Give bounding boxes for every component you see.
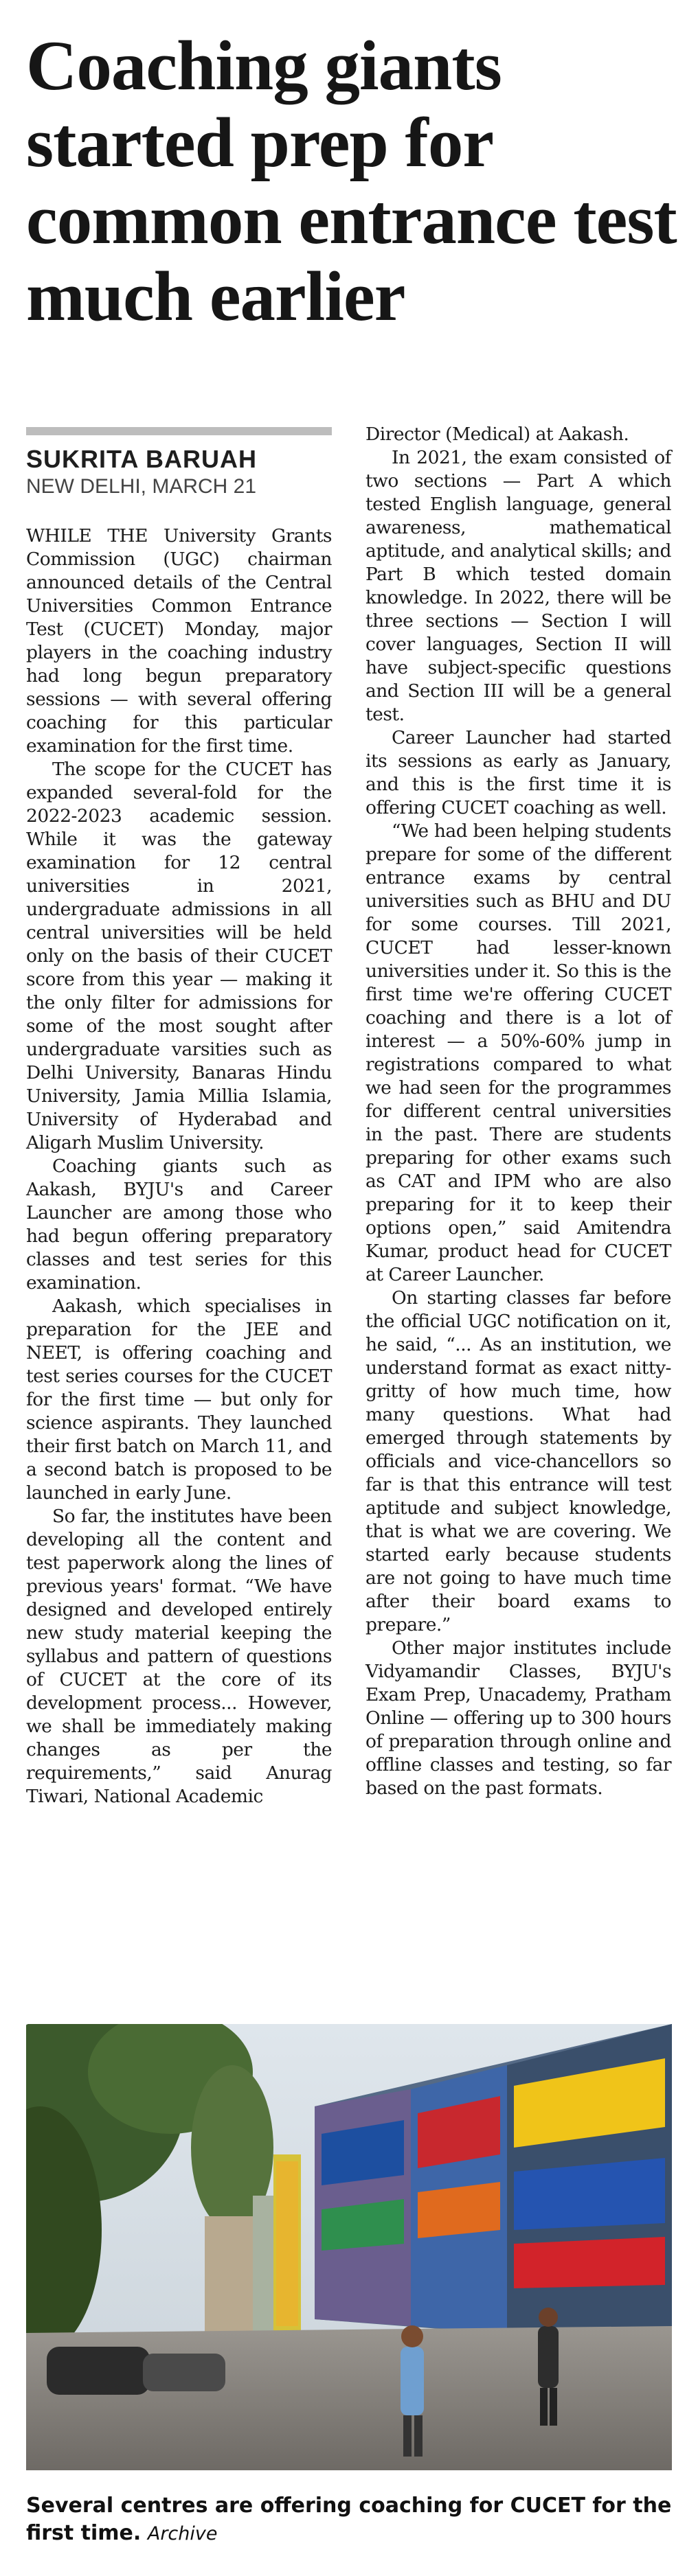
headline: Coaching giants started prep for common entrance test much earlier bbox=[26, 27, 677, 336]
byline-name: SUKRITA BARUAH bbox=[26, 445, 257, 473]
byline-dateline: NEW DELHI, MARCH 21 bbox=[26, 475, 257, 498]
caption-credit: Archive bbox=[147, 2523, 218, 2544]
article-paragraph: “We had been helping students prepare for some of the different entrance exams by central universities such as BHU and DU for some courses. Till 2021, CUCET had lesser-known universities under it. So this is the first time we're offering CUCET coaching and there is a lot of interest — a 50%-60% jump in registrations compared to what we had seen for the programmes for different central universities in the past. There are students preparing for other exams such as CAT and IPM who are also preparing for it to keep their options open,” said Amitendra Kumar, product head for CUCET at Career Launcher. bbox=[365, 820, 671, 1285]
article-paragraph: So far, the institutes have been developing all the content and test paperwork along the lines of previous years' format. “We have designed and developed entirely new study material keeping the syllabus and pattern of questions of CUCET at the core of its development process... However, we shall be immediately making changes as per the requirements,” said Anurag Tiwari, National Academic bbox=[26, 1506, 332, 1807]
article-paragraph: WHILE THE University Grants Commission (UGC) chairman announced details of the Central Universities Common Entrance Test (CUCET) Monday, major players in the coaching industry had long begun preparatory sessions — with several offering coaching for this particular examination for the first time. bbox=[26, 525, 332, 757]
article-paragraph: The scope for the CUCET has expanded several-fold for the 2022-2023 academic session. While it was the gateway examination for 12 central universities in 2021, undergraduate admissions in all central universities will be held only on the basis of their CUCET score from this year — making it the only filter for admissions for some of the most sought after undergraduate varsities such as Delhi University, Banaras Hindu University, Jamia Millia Islamia, University of Hyderabad and Aligarh Muslim University. bbox=[26, 759, 332, 1153]
photo-caption bbox=[26, 2492, 672, 2548]
article-paragraph: Coaching giants such as Aakash, BYJU's and Career Launcher are among those who had begun offering preparatory classes and test series for this examination. bbox=[26, 1155, 332, 1293]
article-paragraph: Aakash, which specialises in preparation for the JEE and NEET, is offering coaching and test series courses for the CUCET for the first time — but only for science aspirants. They launched their first batch on March 11, and a second batch is proposed to be launched in early June. bbox=[26, 1296, 332, 1504]
byline-rule bbox=[26, 427, 332, 435]
article-paragraph: Director (Medical) at Aakash. bbox=[365, 424, 629, 445]
article-paragraph: Other major institutes include Vidyamandir Classes, BYJU's Exam Prep, Unacademy, Pratham Online — offering up to 300 hours of preparation through online and offline classes and testing, so far based on the past formats. bbox=[365, 1637, 671, 1799]
article-paragraph: Career Launcher had started its sessions as early as January, and this is the first time it is offering CUCET coaching as well. bbox=[365, 727, 671, 818]
article-column-right bbox=[365, 423, 671, 1800]
caption-text: Several centres are offering coaching for CUCET for the first time. bbox=[26, 2494, 672, 2545]
street-photo bbox=[26, 2024, 672, 2470]
article-paragraph: In 2021, the exam consisted of two sections — Part A which tested English language, general awareness, mathematical aptitude, and analytical skills; and Part B which tested domain knowledge. In 2022, there will be three sections — Section I will cover languages, Section II will have subject-specific questions and Section III will be a general test. bbox=[365, 447, 671, 725]
article-column-left bbox=[26, 525, 332, 1808]
article-paragraph: On starting classes far before the official UGC notification on it, he said, “... As an institution, we understand format as exact nitty-gritty of how much time, how many questions. What had emerged through statements by officials and vice-chancellors so far is that this entrance will test aptitude and subject knowledge, that is what we are covering. We started early because students are not going to have much time after their board exams to prepare.” bbox=[365, 1287, 671, 1635]
